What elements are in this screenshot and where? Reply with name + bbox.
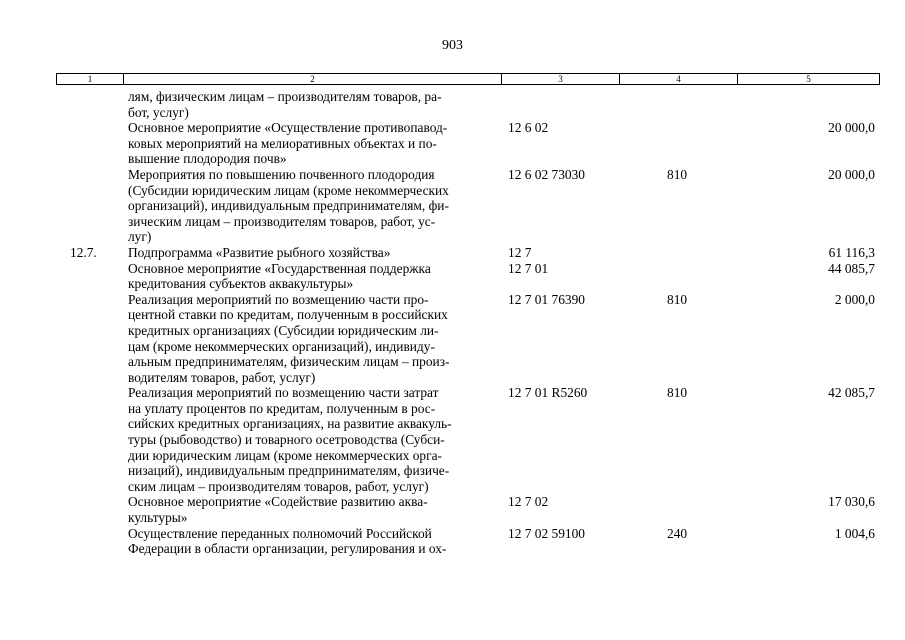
description-line: лям, физическим лицам – производителям товаров, ра- (128, 89, 442, 104)
row-description (128, 385, 498, 494)
header-col-2: 2 (124, 74, 502, 84)
table-row (0, 261, 905, 292)
description-line: ским лицам – производителям товаров, работ, услуг) (128, 478, 429, 494)
description-line: туры (рыбоводство) и товарного осетроводства (Субси- (128, 432, 445, 448)
row-amount: 20 000,0 (828, 120, 875, 136)
table-row (0, 292, 905, 386)
description-line: Федерации в области организации, регулирования и ох- (128, 541, 447, 557)
description-line: цам (кроме некоммерческих организаций), индивиду- (128, 338, 435, 354)
table-body (0, 89, 905, 557)
description-line: Подпрограмма «Развитие рыбного хозяйства» (128, 244, 391, 260)
row-expense-type: 240 (667, 525, 688, 541)
row-number: 12.7. (70, 244, 97, 260)
header-col-3: 3 (502, 74, 620, 84)
description-line: зическим лицам – производителям товаров, работ, ус- (128, 213, 436, 229)
description-line: культуры» (128, 510, 188, 526)
row-code: 12 7 (508, 244, 532, 260)
row-amount: 42 085,7 (828, 385, 875, 401)
description-line: кредитных организациях (Субсидии юридическим ли- (128, 322, 439, 338)
row-expense-type: 810 (667, 385, 688, 401)
description-line: кредитования субъектов аквакультуры» (128, 276, 354, 292)
row-description (128, 292, 498, 386)
description-line: бот, услуг) (128, 104, 189, 120)
row-code: 12 6 02 (508, 120, 549, 136)
description-line: Основное мероприятие «Государственная поддержка (128, 260, 431, 276)
description-line: Основное мероприятие «Содействие развитию аква- (128, 494, 428, 510)
table-row (0, 245, 905, 261)
description-line: (Субсидии юридическим лицам (кроме некоммерческих (128, 182, 449, 198)
row-description (128, 526, 498, 557)
row-description (128, 245, 498, 261)
row-amount: 20 000,0 (828, 166, 875, 182)
description-line: низаций), индивидуальным предпринимателям, физиче- (128, 463, 450, 479)
row-expense-type: 810 (667, 291, 688, 307)
row-code: 12 7 01 R5260 (508, 385, 588, 401)
page-number: 903 (442, 38, 463, 53)
description-line: ковых мероприятий на мелиоративных объектах и по- (128, 135, 437, 151)
header-col-1: 1 (57, 74, 124, 84)
header-col-5: 5 (806, 74, 811, 84)
table-header (56, 73, 880, 85)
description-line: организаций), индивидуальным предпринимателям, фи- (128, 198, 449, 214)
description-line: дии юридическим лицам (кроме некоммерческих орга- (128, 447, 443, 463)
description-line: водителям товаров, работ, услуг) (128, 369, 316, 385)
description-line: Реализация мероприятий по возмещению части затрат (128, 385, 439, 401)
table-row (0, 120, 905, 167)
description-line: альным предпринимателям, физическим лицам – произ- (128, 354, 450, 370)
table-row (0, 89, 905, 120)
row-description (128, 494, 498, 525)
header-col-4: 4 (620, 74, 738, 84)
row-code: 12 7 01 76390 (508, 291, 585, 307)
description-line: на уплату процентов по кредитам, полученным в рос- (128, 400, 436, 416)
description-line: Осуществление переданных полномочий Российской (128, 525, 432, 541)
description-line: центной ставки по кредитам, полученным в российских (128, 307, 448, 323)
description-line: Реализация мероприятий по возмещению части про- (128, 291, 429, 307)
row-description (128, 167, 498, 245)
row-amount: 44 085,7 (828, 260, 875, 276)
row-amount: 17 030,6 (828, 494, 875, 510)
row-description (128, 89, 498, 120)
row-description (128, 261, 498, 292)
table-row (0, 167, 905, 245)
description-line: Основное мероприятие «Осуществление противопавод- (128, 120, 448, 136)
row-amount: 1 004,6 (834, 525, 875, 541)
description-line: Мероприятия по повышению почвенного плодородия (128, 166, 435, 182)
table-row (0, 385, 905, 494)
row-code: 12 7 02 (508, 494, 549, 510)
description-line: сийских кредитных организациях, на развитие аквакуль- (128, 416, 452, 432)
row-expense-type: 810 (667, 166, 688, 182)
row-amount: 61 116,3 (828, 244, 875, 260)
description-line: луг) (128, 229, 152, 245)
row-code: 12 6 02 73030 (508, 166, 585, 182)
row-description (128, 120, 498, 167)
description-line: вышение плодородия почв» (128, 151, 287, 167)
row-amount: 2 000,0 (834, 291, 875, 307)
table-row (0, 526, 905, 557)
row-code: 12 7 01 (508, 260, 549, 276)
table-row (0, 494, 905, 525)
row-code: 12 7 02 59100 (508, 525, 585, 541)
